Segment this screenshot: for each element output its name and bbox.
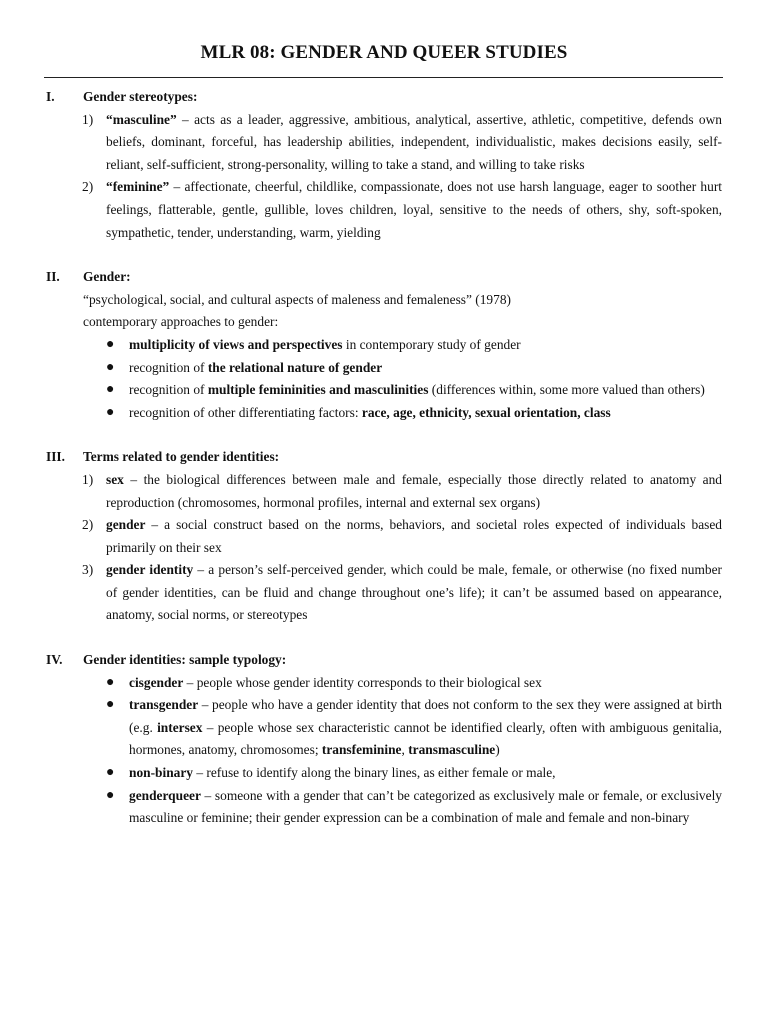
bullet-prefix: recognition of: [129, 382, 208, 398]
bullet-icon: ●: [106, 382, 115, 398]
bullet-item-genderqueer: [44, 785, 722, 830]
section-title: Gender stereotypes:: [83, 89, 198, 104]
section-gender-stereotypes: [44, 86, 722, 244]
bullet-item: [44, 334, 722, 357]
term-cisgender: cisgender: [129, 674, 184, 690]
document-body: [44, 86, 722, 852]
term-transfeminine: transfeminine: [321, 742, 402, 758]
item-text: – a person’s self-perceived gender, which could be male, female, or otherwise (no fixed number of gender identities, can be fluid and change throughout one’s life); it can’t be assumed based on appearance, anatomy, social norms, or stereotypes: [106, 562, 722, 623]
bullet-bold: race, age, ethnicity, sexual orientation, class: [361, 404, 611, 420]
closing-paren: ): [495, 742, 500, 758]
bullet-item-cisgender: [44, 672, 722, 695]
item-number: 2): [82, 517, 94, 533]
list-item-masculine: [44, 109, 722, 177]
item-number: 2): [82, 179, 94, 195]
term-non-binary: non-binary: [129, 765, 193, 781]
item-text: – affectionate, cheerful, childlike, compassionate, does not use harsh language, eager to soother hurt feelings, flatterable, gentle, gullible, loves children, loyal, sensitive to the needs of others, shy, soft-spoken, sympathetic, tender, understanding, warm, yielding: [106, 179, 722, 240]
approaches-intro: contemporary approaches to gender:: [83, 314, 279, 330]
bullet-icon: ●: [106, 336, 115, 352]
bullet-icon: ●: [106, 697, 115, 713]
bullet-text: – people whose gender identity corresponds to their biological sex: [183, 674, 542, 690]
bullet-item-non-binary: [44, 762, 722, 785]
list-item-sex: [44, 469, 722, 514]
term-gender: gender: [106, 517, 146, 533]
item-text: – the biological differences between male and female, especially those directly related to anatomy and reproduction (chromosomes, hormonal profiles, internal and external sex organs): [106, 471, 722, 510]
bullet-prefix: recognition of: [129, 359, 208, 375]
gender-definition-quote: “psychological, social, and cultural aspects of maleness and femaleness” (1978): [83, 291, 511, 307]
term-intersex: intersex: [157, 719, 203, 735]
term-transmasculine: transmasculine: [408, 742, 496, 758]
bullet-text: – refuse to identify along the binary lines, as either female or male,: [193, 765, 556, 781]
section-heading: [44, 86, 722, 109]
bullet-icon: ●: [106, 674, 115, 690]
section-heading: [44, 649, 722, 672]
section-heading: [44, 266, 722, 289]
item-number: 3): [82, 562, 94, 578]
bullet-text: in contemporary study of gender: [342, 336, 521, 352]
term-genderqueer: genderqueer: [129, 787, 201, 803]
bullet-bold: multiple femininities and masculinities: [207, 382, 429, 398]
term-gender-identity: gender identity: [106, 562, 194, 578]
item-text: – acts as a leader, aggressive, ambitious, analytical, assertive, athletic, competitive, defends own beliefs, dominant, forceful, has leadership abilities, independent, individualistic, makes decisions easily, self-reliant, self-sufficient, strong-personality, willing to take a stand, and willing to take risks: [106, 111, 722, 172]
bullet-icon: ●: [106, 765, 115, 781]
bullet-bold: multiplicity of views and perspectives: [129, 336, 343, 352]
bullet-icon: ●: [106, 787, 115, 803]
bullet-text: – people who have a gender identity that does not conform to the sex they were assigned at birth (e.g.: [129, 697, 722, 735]
section-title: Terms related to gender identities:: [83, 449, 280, 465]
bullet-icon: ●: [106, 404, 115, 420]
list-item-gender-identity: [44, 559, 722, 627]
bullet-text: (differences within, some more valued than others): [428, 382, 705, 398]
list-item-feminine: [44, 176, 722, 244]
term-feminine: “feminine”: [106, 179, 170, 195]
bullet-item: [44, 379, 722, 402]
term-masculine: “masculine”: [106, 111, 177, 127]
term-sex: sex: [106, 471, 124, 487]
item-number: 1): [82, 471, 94, 487]
term-transgender: transgender: [129, 697, 199, 713]
bullet-item: [44, 402, 722, 425]
section-title: Gender:: [83, 269, 131, 285]
title-divider: [44, 77, 723, 78]
bullet-item-transgender: [44, 694, 722, 762]
section-number: IV.: [46, 652, 63, 668]
item-text: – a social construct based on the norms, behaviors, and societal roles expected of individuals based primarily on their sex: [106, 517, 722, 555]
section-gender: [44, 266, 722, 424]
section-number: II.: [46, 269, 60, 285]
bullet-bold: the relational nature of gender: [207, 359, 383, 375]
separator: ,: [401, 742, 409, 758]
bullet-item: [44, 357, 722, 380]
bullet-text: – people whose sex characteristic cannot be identified clearly, often with ambiguous genitalia, hormones, anatomy, chromosomes;: [129, 719, 722, 758]
list-item-gender: [44, 514, 722, 559]
bullet-icon: ●: [106, 359, 115, 375]
item-number: 1): [82, 111, 94, 127]
section-number: III.: [46, 449, 65, 465]
section-heading: [44, 446, 722, 469]
page-title: MLR 08: GENDER AND QUEER STUDIES: [200, 42, 568, 63]
bullet-prefix: recognition of other differentiating factors:: [129, 404, 362, 420]
section-typology: [44, 649, 722, 830]
section-number: I.: [46, 89, 55, 104]
bullet-text: – someone with a gender that can’t be categorized as exclusively male or female, or exclusively masculine or feminine; their gender expression can be a combination of male and female and non-binary: [129, 787, 722, 826]
section-title: Gender identities: sample typology:: [83, 652, 287, 668]
section-terms: [44, 446, 722, 627]
